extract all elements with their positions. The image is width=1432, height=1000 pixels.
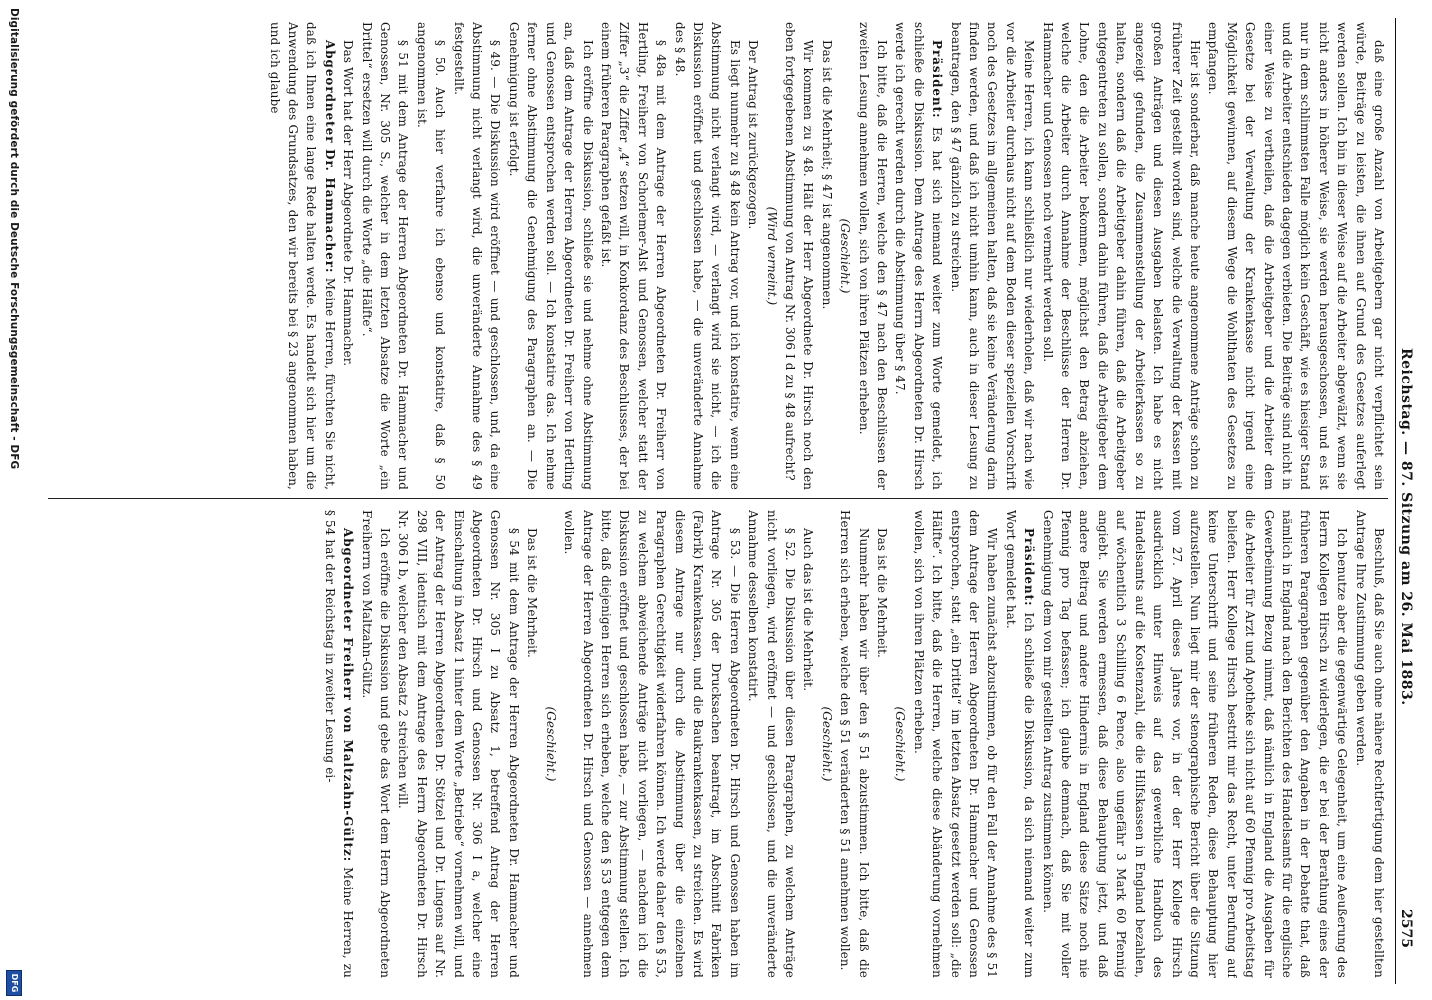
text-paragraph: § 53. — Die Herren Abgeordneten Dr. Hirsch und Genossen haben im Antrage Nr. 305 der Drucksachen beantragt, im Abschnitt Fabriken (Fabrik) Krankenkassen, und die Baukrankenkassen, zu streichen. Es wird diesem Antrage nur durch die Abstimmung über die einzelnen Paragraphen Gerechtigkeit widerfahren können. Ich werde daher den § 53, zu welchem abweichende Anträge nicht vorliegen, — nachdem ich die Diskussion eröffnet und geschlossen habe, — zur Abstimmung stellen. Ich bitte, daß diejenigen Herren sich erheben, welche den § 53 entgegen dem Antrage der Herren Abgeordneten Dr. Hirsch und Genossen — annehmen wollen. (562, 510, 742, 978)
procedural-note: (Geschieht.) (893, 706, 908, 782)
text-paragraph: § 50. Auch hier verfahre ich ebenso und konstatire, daß § 50 angenommen ist. (414, 22, 448, 490)
text-paragraph: Das ist die Mehrheit. (525, 528, 540, 658)
text-paragraph: § 48a mit dem Antrage der Herren Abgeordneten Dr. Freiherr von Hertling, Freiherr von Schorlemer-Alst und Genossen, welcher statt der Ziffer „3“ die Ziffer „4“ setzen will, in Konkordanz des Beschlusses, der bei einem früheren Paragraphen gefaßt ist. (598, 22, 669, 490)
speech-paragraph (265, 22, 339, 490)
text-paragraph: Hier ist sonderbar, daß manche heute angenommene Anträge schon zu früherer Zeit gestellt worden sind, welche die Verwaltung der Kassen mit großen Anträgen und diesen Ausgaben belasten. Ich habe es nicht angezeigt gefunden, die Zusammenstellung der Arbeiterkassen so zu halten, sondern daß die Arbeitgeber dahin führen, daß die Arbeitgeber entgegentreten zu sollen, sondern dahin führen, daß die Arbeitgeber dem Lohne, den die Arbeiter bekommen, möglichst den Betrag abziehen, welche die Arbeiter durch Annahme der Beschlüsse der Herren Dr. Hammacher und Genossen noch vermehrt werden soll. (1040, 22, 1202, 490)
speech-paragraph (891, 22, 946, 490)
text-paragraph: daß eine große Anzahl von Arbeitgebern gar nicht verpflichtet sein würde, Beiträge zu leisten, die ihnen auf Grund des Gesetzes auferlegt werden sollen. Ich bin in dieser Weise auf die Arbeiter abgewälzt, wenn sie nicht anders in höherer Weise, sie werden herausgeschossen, und es ist nur in dem schlimmsten Falle möglich kein Geschäft, wie es hiesiger Stand und die Arbeiter entschieden dagegen verbieten. Die Beiträge sind nicht in einer Weise zu vertheilen, daß die Arbeitgeber und die Arbeiter dem Gesetze bei der Verwaltung der Krankenkasse nicht irgend eine Möglichkeit gewinnen, auf diesem Wege die Wohlthaten des Gesetzes zu empfangen. (1206, 22, 1386, 490)
speech-text: Meine Herren, zu § 54 hat der Reichstag in zweiter Lesung ei- (322, 510, 356, 978)
digitization-credit: Digitalisierung gefördert durch die Deutsche Forschungsgemeinschaft - DFG (8, 8, 20, 470)
speech-text: Ich schließe die Diskussion, da sich niemand weiter zum Wort gemeldet hat. (1003, 510, 1037, 978)
right-column (58, 510, 1388, 978)
page-number: 2575 (1398, 909, 1414, 948)
text-paragraph: Wir kommen zu § 48. Hält der Herr Abgeordnete Dr. Hirsch noch den eben fortgegebenen Abstimmung von Antrag Nr. 306 I d zu § 48 aufrecht? (783, 22, 816, 490)
speech-text: Meine Herren, fürchten Sie nicht, daß ich Ihnen eine lange Rede halten werde. Es handelt sich hier um die Anwendung des Grundsatzes, den wir bereits bei § 23 angenommen haben, und ich glaube (267, 22, 337, 490)
text-paragraph: Das ist die Mehrheit. (875, 528, 890, 658)
text-paragraph: Der Antrag ist zurückgezogen. (746, 40, 761, 230)
dfg-logo: DFG (6, 970, 22, 996)
procedural-note: (Geschieht.) (543, 706, 558, 782)
procedural-note: (Geschieht.) (819, 706, 834, 782)
procedural-note: (Wird verneint.) (764, 206, 779, 306)
text-paragraph: § 49. — Die Diskussion wird eröffnet — und geschlossen, und, da eine Abstimmung nicht verlangt wird, die unveränderte Annahme des § 49 festgestellt. (451, 22, 503, 490)
text-paragraph: Ich benutze aber die gegenwärtige Gelegenheit, um eine Aeußerung des Herrn Kollegen Hirsch zu widerlegen, die er bei der Berathung eines der früheren Paragraphen gegenüber den Angaben in der Debatte that, daß nämlich in England nach den Berichten des Handelsamts für die englische Gewerbeinnung Bezug nimmt, daß nämlich in England die Ausgaben für die Arbeiter für Arzt und Apotheke sich nicht auf 60 Pfennig pro Arbeitstag beliefen. Herr Kollege Hirsch bestritt mir das Recht, unter Berufung auf keine Unterschrift und seine früheren Reden, diese Behauptung hier aufzustellen. Nun liegt mir der stenographische Bericht über die Sitzung vom 27. April dieses Jahres vor, in der der Herr Kollege Hirsch ausdrücklich unter Hinweis auf das gewerbliche Handbuch des Handelsamts auf die Kostenzahl, die die Hilfskassen in England bezahlen, auf wöchentlich 3 Schilling 6 Pence, also ungefähr 3 Mark 60 Pfennig angiebt. Sie werden ermessen, daß diese Behauptung jetzt, und daß andere Beitrag und andere Hindernis in England diese Sätze noch nie Pfennig pro Tag befassen; ich glaube demnach, daß Sie mit voller Genehmigung dem von mir gestellten Antrag zustimmen können. (1040, 510, 1350, 978)
text-paragraph: Nunmehr haben wir über den § 51 abzustimmen. Ich bitte, daß die Herren sich erheben, welche den § 51 veränderten § 51 annehmen wollen. (838, 510, 871, 978)
text-paragraph: Es liegt nunmehr zu § 48 kein Antrag vor, und ich konstatire, wenn eine Abstimmung nicht verlangt wird, — verlangt wird sie nicht, — ich die Diskussion eröffnet und geschlossen habe, — die unveränderte Annahme des § 48. (672, 22, 742, 490)
text-paragraph: Ich bitte, daß die Herren, welche den § 47 nach den Beschlüssen der zweiten Lesung annehmen wollen, sich von ihren Plätzen erheben. (856, 22, 890, 490)
text-paragraph: § 51 mit dem Antrage der Herren Abgeordneten Dr. Hammacher und Genossen, Nr. 305 S., welcher in dem letzten Absatze die Worte „ein Drittel“ ersetzen will durch die Worte „die Hälfte“. (359, 22, 411, 490)
text-paragraph: § 52. Die Diskussion über diesen Paragraphen, zu welchem Anträge nicht vorliegen, wird eröffnet — und geschlossen, und die unveränderte Annahme desselben konstatirt. (746, 510, 797, 978)
speaker-name: Präsident: (930, 40, 945, 119)
page-header (1395, 18, 1412, 984)
text-paragraph: Auch das ist die Mehrheit. (801, 528, 816, 692)
text-paragraph: Ich eröffne die Diskussion, schließe sie und nehme ohne Abstimmung an, daß dem Antrage der Herren Abgeordneten Dr. Freiherr von Hertling und Genossen entsprochen werden soll. — Ich konstatire das. Ich nehme ferner ohne Abstimmung die Genehmigung des Paragraphen an. — Die Genehmigung ist erfolgt. (506, 22, 595, 490)
text-paragraph: Beschluß, daß Sie auch ohne nähere Rechtfertigung dem hier gestellten Antrage Ihre Zustimmung geben werden. (1353, 510, 1386, 978)
text-paragraph: Das ist die Mehrheit; § 47 ist angenommen. (819, 40, 834, 310)
speaker-name: Abgeordneter Dr. Hammacher: (322, 40, 337, 274)
text-paragraph: Ich eröffne die Diskussion und gebe das Wort dem Herrn Abgeordneten Freiherrn von Maltzahn-Gültz. (359, 510, 393, 978)
speech-paragraph (1001, 510, 1038, 978)
text-paragraph: § 54 mit dem Antrage der Herren Abgeordneten Dr. Hammacher und Genossen Nr. 305 I zu Absatz 1, betreffend Antrag der Herren Abgeordneten Dr. Hirsch und Genossen Nr. 306 I a, welcher eine Einschaltung in Absatz 1 hinter dem Worte „Betriebe“ vornehmen will, und der Antrag der Herren Abgeordneten Dr. Stötzel und Dr. Lingens auf Nr. 298 VIII, identisch mit dem Antrage des Herrn Abgeordneten Dr. Hirsch Nr. 306 I b, welcher den Absatz 2 streichen will. (396, 510, 521, 978)
procedural-note: (Geschieht.) (838, 218, 853, 294)
left-column (58, 22, 1388, 490)
speaker-name: Präsident: (1022, 528, 1037, 607)
page-header-title: Reichstag. — 87. Sitzung am 26. Mai 1883. (1398, 348, 1414, 706)
speaker-name: Abgeordneter Freiherr von Maltzahn-Gültz: (341, 528, 356, 863)
speech-text: Es hat sich niemand weiter zum Worte gemeldet, ich schließe die Diskussion. Dem Antrage des Herrn Abgeordneten Dr. Hirsch werde ich gerecht werden durch die Abstimmung über § 47. (893, 22, 945, 490)
text-paragraph: Meine Herren, ich kann schließlich nur wiederholen, daß wir nach wie vor die Arbeiter durchaus nicht auf dem Boden dieser speziellen Vorschrift noch des Gesetzes im allgemeinen halten, daß sie keine Veränderung darin finden werden, und daß ich nicht umhin kann, auch in dieser Lesung zu beantragen, den § 47 gänzlich zu streichen. (948, 22, 1037, 490)
text-paragraph: Wir haben zunächst abzustimmen, ob für den Fall der Annahme des § 51 dem Antrage der Herren Abgeordneten Dr. Hammacher und Genossen entsprochen, statt „ein Drittel“ im letzten Absatz gesetzt werden soll: „die Hälfte“. Ich bitte, daß die Herren, welche diese Abänderung vornehmen wollen, sich von ihren Plätzen erheben. (911, 510, 1000, 978)
speech-paragraph (320, 510, 357, 978)
column-divider (48, 498, 1388, 499)
text-paragraph: Das Wort hat der Herr Abgeordnete Dr. Hammacher. (341, 40, 356, 367)
